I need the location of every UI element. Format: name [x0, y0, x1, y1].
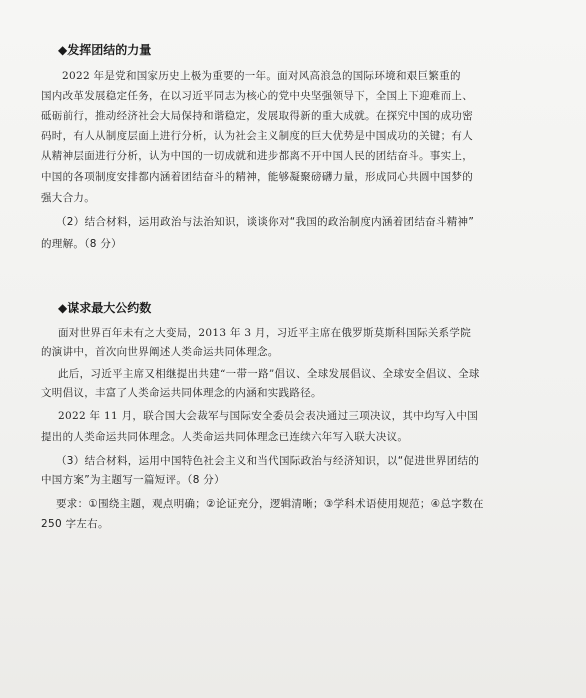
paragraph-line: 码时，有人从制度层面上进行分析，认为社会主义制度的巨大优势是中国成功的关键；有人 — [41, 130, 473, 142]
question-3-line: （3）结合材料，运用中国特色社会主义和当代国际政治与经济知识，以“促进世界团结的 — [56, 455, 480, 467]
paragraph-line: 强大合力。 — [41, 192, 95, 204]
paragraph-line: 此后，习近平主席又相继提出共建“一带一路”倡议、全球发展倡议、全球安全倡议、全球 — [58, 368, 480, 380]
question-2-line: 的理解。（8 分） — [41, 238, 122, 250]
paragraph-line: 提出的人类命运共同体理念。人类命运共同体理念已连续六年写入联大决议。 — [41, 431, 409, 443]
section-heading-consensus: ◆谋求最大公约数 — [58, 301, 152, 315]
paragraph-line: 国内改革发展稳定任务，在以习近平同志为核心的党中央坚强领导下，全国上下迎难而上、 — [41, 90, 473, 102]
requirement-line: 要求：①围绕主题，观点明确；②论证充分，逻辑清晰；③学科术语使用规范；④总字数在 — [56, 498, 484, 510]
paragraph-line: 中国的各项制度安排都内涵着团结奋斗的精神，能够凝聚磅礴力量，形成同心共圆中国梦的 — [41, 171, 473, 183]
paragraph-line: 面对世界百年未有之大变局，2013 年 3 月，习近平主席在俄罗斯莫斯科国际关系学院 — [58, 327, 472, 339]
section-heading-unity: ◆发挥团结的力量 — [58, 43, 152, 57]
paragraph-line: 砥砺前行，推动经济社会大局保持和谐稳定，发展取得新的重大成就。在探究中国的成功密 — [41, 110, 473, 122]
paragraph-line: 的演讲中，首次向世界阐述人类命运共同体理念。 — [41, 346, 279, 358]
paragraph-line: 文明倡议，丰富了人类命运共同体理念的内涵和实践路径。 — [41, 387, 322, 399]
requirement-line: 250 字左右。 — [41, 518, 109, 530]
paragraph-line: 2022 年 11 月，联合国大会裁军与国际安全委员会表决通过三项决议，其中均写入中国 — [58, 410, 478, 422]
question-3-line: 中国方案”为主题写一篇短评。（8 分） — [41, 474, 225, 486]
paragraph-line: 从精神层面进行分析，认为中国的一切成就和进步都离不开中国人民的团结奋斗。事实上， — [41, 150, 473, 162]
question-2-line: （2）结合材料，运用政治与法治知识，谈谈你对“我国的政治制度内涵着团结奋斗精神” — [56, 216, 475, 228]
paragraph-line: 2022 年是党和国家历史上极为重要的一年。面对风高浪急的国际环境和艰巨繁重的 — [62, 70, 461, 82]
